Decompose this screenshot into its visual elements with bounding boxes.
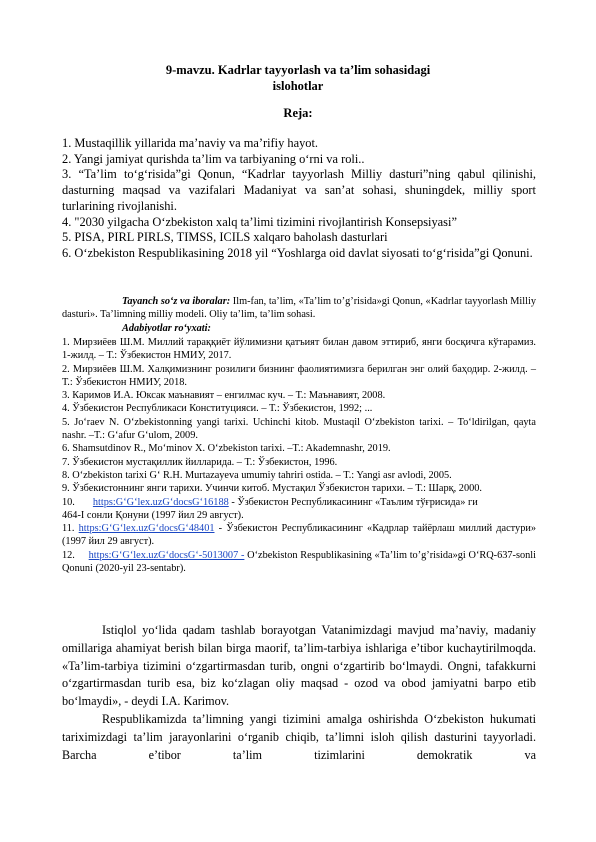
reference-item: 3. Каримов И.А. Юксак маънавият – енгилмас куч. – Т.: Маънавият, 2008. (62, 390, 386, 402)
reference-item: 7. Ўзбекистон мустақиллик йилларида. – Т.: Ўзбекистон, 1996. (62, 456, 338, 468)
reference-item: 2. Мирзиёев Ш.М. Халқимизнинг розилиги бизнинг фаолиятимизга берилган энг олий баҳодир. 2-жилд. – Т.: Ўзбекистон НМИУ, 2018. (62, 363, 536, 388)
literature-label: Adabiyotlar ro‘yxati: (122, 322, 211, 334)
reference-number: 10. (62, 496, 75, 508)
reference-item: 8. O‘zbekiston tarixi G‘ R.H. Murtazayeva umumiy tahriri ostida. – T.: Yangi asr avlodi, 2005. (62, 469, 452, 481)
references-list (62, 336, 536, 575)
plan-item: 2. Yangi jamiyat qurishda ta’lim va tarbiyaning o‘rni va roli.. (62, 151, 365, 166)
reference-item: 4. Ўзбекистон Республикаси Конституцияси. – Т.: Ўзбекистон, 1992; ... (62, 403, 373, 415)
reference-item-10-cont: 464-I сонли Қонуни (1997 йил 29 август). (62, 509, 244, 521)
plan-list (62, 136, 536, 262)
reference-number: 11. (62, 523, 75, 535)
reference-link[interactable]: https:G‘G‘lex.uzG‘docsG‘16188 (92, 496, 229, 508)
reference-item: 5. Jo‘raev N. O‘zbekistonning yangi tarixi. Uchinchi kitob. Mustaqil O‘zbekiston tarixi. – To‘ldirilgan, qayta nashr. –T.: G‘afur G‘ulom, 2009. (62, 416, 536, 442)
plan-item: 5. PISA, PIRL PIRLS, TIMSS, ICILS xalqaro baholash dasturlari (62, 230, 388, 245)
page-title: 9-mavzu. Kadrlar tayyorlash va ta’lim sohasidagi (165, 63, 431, 77)
reference-link[interactable]: https:G‘G‘lex.uzG‘docsG‘48401 (78, 523, 215, 535)
reference-item-10 (62, 496, 536, 509)
reference-text: O‘zbekiston Respublikasining «Ta’lim to’g’risida»gi O‘RQ-637-sonli Qonuni (2020-yil 23-sentabr). (62, 549, 537, 575)
reference-item: 9. Ўзбекистоннинг янги тарихи. Учинчи китоб. Мустақил Ўзбекистон тарихи. – Т.: Шарқ, 2000. (62, 483, 482, 495)
keywords-text: Ilm-fan, ta’lim, «Ta’lim to’g’risida»gi Qonun, «Kadrlar tayyorlash Milliy dasturi». Ta’limning milliy modeli. Oliy ta’lim, ta’lim sohasi. (62, 296, 537, 321)
literature-paragraph (62, 322, 536, 335)
page-title-line-2: islohotlar (272, 79, 324, 93)
plan-item: 3. “Ta’lim to‘g‘risida”gi Qonun, “Kadrlar tayyorlash Milliy dasturi”ning qabul qilinishi, dasturning maqsad va vazifalari Madaniyat va san’at sohasi, shuningdek, milliy sport turlarining rivojlanishi. (62, 167, 536, 213)
plan-item: 1. Mustaqillik yillarida ma’naviy va ma’rifiy hayot. (62, 136, 319, 150)
keywords-block (62, 295, 536, 335)
body-paragraph: Istiqlol yo‘lida qadam tashlab borayotgan Vatanimizdagi mavjud ma’naviy, madaniy omillariga ahamiyat berish bilan birga maorif, ta’lim-tarbiya ishlariga e’tibor kuchaytirilmoqda. «Ta’lim-tarbiya tizimini o‘zgartirmasdan turib, ongni o‘zgartirib bo‘lmaydi. Ongni, tafakkurni o‘zgartirmasdan turib esa, biz ko‘zlagan oliy maqsad - ozod va obod jamiyatni barpo etib bo‘lmaydi», - deydi I.A. Karimov. (62, 623, 536, 709)
reference-number: 12. (62, 549, 75, 561)
reference-text: - Ўзбекистон Республикасининг «Таълим тўғрисида» ги (228, 496, 478, 508)
reference-item-11 (62, 522, 536, 549)
reference-item-12 (62, 549, 536, 576)
keywords-label: Tayanch so‘z va iboralar: (122, 296, 231, 307)
reference-item: 6. Shamsutdinov R., Mo‘minov X. O‘zbekiston tarixi. –T.: Akademnashr, 2019. (62, 443, 391, 455)
plan-item: 6. O‘zbekiston Respublikasining 2018 yil “Yoshlarga oid davlat siyosati to‘g‘risida”gi Qonuni. (62, 245, 533, 260)
plan-item: 4. "2030 yilgacha O‘zbekiston xalq ta’limi tizimini rivojlantirish Konsepsiyasi” (62, 214, 457, 229)
body-paragraph: Respublikamizda ta’limning yangi tizimini amalga oshirishda O‘zbekiston hukumati tariximizdagi ta’lim jarayonlarini o‘rganib chiqib, ta’limni isloh qilish dasturini tayyorladi. Barcha e’tibor ta’lim tizimlarini demokratik va (62, 711, 536, 762)
reja-heading: Reja: (283, 106, 313, 120)
reference-link[interactable]: https:G‘G‘lex.uzG‘docsG‘-5013007 - (88, 549, 245, 561)
reference-text: - Ўзбекистон Республикасининг «Кадрлар тайёрлаш миллий дастури» (1997 йил 29 август). (62, 523, 536, 548)
body-text (62, 622, 536, 764)
keywords-paragraph (62, 295, 536, 322)
reference-item: 1. Мирзиёев Ш.М. Миллий тараққиёт йўлимизни қатъият билан давом эттириб, янги босқичга кўтарамиз. 1-жилд. – Т.: Ўзбекистон НМИУ, 2017. (62, 337, 536, 362)
